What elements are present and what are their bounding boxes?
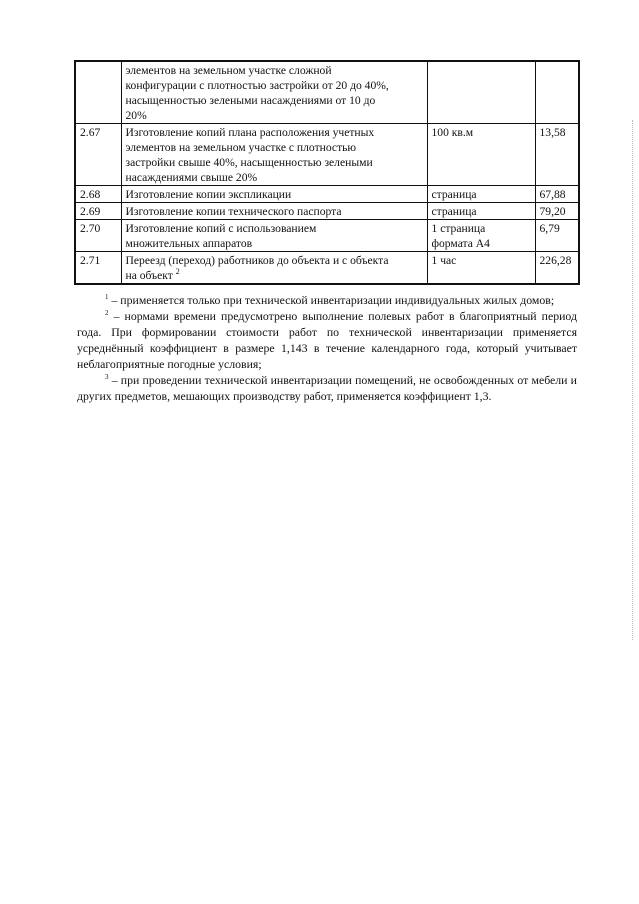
description-line <box>126 268 423 283</box>
item-unit <box>427 61 535 124</box>
description-line <box>126 108 423 123</box>
item-unit <box>427 220 535 252</box>
footnote-3 <box>77 372 577 404</box>
description-line <box>126 63 423 78</box>
table-row <box>75 186 579 203</box>
description-text: элементов на земельном участке сложной <box>125 64 332 77</box>
item-number: 2.67 <box>75 124 121 186</box>
footnote-text: – нормами времени предусмотрено выполнение полевых работ в благоприятный период года. При формировании стоимости работ по технической инвентаризации применяется усреднённый коэффициент в размере 1,143 в течение календарного года, который учитывает неблагоприятные погодные условия; <box>77 309 577 371</box>
description-line <box>126 187 423 202</box>
description-line <box>126 140 423 155</box>
item-number: 2.70 <box>75 220 121 252</box>
unit-line: формата А4 <box>431 237 490 250</box>
item-price <box>535 61 579 124</box>
unit-line: страница <box>431 188 477 201</box>
description-line <box>126 78 423 93</box>
unit-line: 100 кв.м <box>431 126 474 139</box>
item-number: 2.71 <box>75 252 121 285</box>
description-text: множительных аппаратов <box>125 237 253 250</box>
tariff-table-body <box>75 61 579 284</box>
item-price: 6,79 <box>535 220 579 252</box>
footnote-mark: 2 <box>175 267 180 277</box>
footnote-2 <box>77 308 577 372</box>
item-unit <box>427 186 535 203</box>
footnotes <box>77 292 577 404</box>
item-description <box>121 203 427 220</box>
item-number: 2.68 <box>75 186 121 203</box>
item-unit <box>427 124 535 186</box>
description-text: насыщенностью зелеными насаждениями от 10 до <box>125 94 376 107</box>
table-row <box>75 61 579 124</box>
description-text: конфигурации с плотностью застройки от 20 до 40%, <box>125 79 389 92</box>
item-description <box>121 252 427 285</box>
description-text: Изготовление копий плана расположения учетных <box>125 126 375 139</box>
description-line <box>126 236 423 251</box>
description-line <box>126 221 423 236</box>
description-text: на объект <box>125 269 173 282</box>
description-line <box>126 155 423 170</box>
footnote-mark: 3 <box>105 373 109 382</box>
description-text: 20% <box>125 109 147 122</box>
scan-edge-dots <box>631 120 633 640</box>
description-text: насаждениями свыше 20% <box>125 171 258 184</box>
item-description <box>121 186 427 203</box>
table-row <box>75 252 579 285</box>
footnote-mark: 1 <box>105 293 109 302</box>
description-line <box>126 253 423 268</box>
description-line <box>126 204 423 219</box>
table-row <box>75 203 579 220</box>
description-text: Изготовление копии технического паспорта <box>125 205 342 218</box>
table-row <box>75 220 579 252</box>
description-text: элементов на земельном участке с плотностью <box>125 141 357 154</box>
unit-line: 1 страница <box>431 222 486 235</box>
description-text: застройки свыше 40%, насыщенностью зелеными <box>125 156 373 169</box>
item-price: 79,20 <box>535 203 579 220</box>
item-description <box>121 61 427 124</box>
item-number <box>75 61 121 124</box>
item-number: 2.69 <box>75 203 121 220</box>
unit-line: страница <box>431 205 477 218</box>
description-text: Изготовление копии экспликации <box>125 188 292 201</box>
table-row <box>75 124 579 186</box>
item-price: 67,88 <box>535 186 579 203</box>
item-price: 13,58 <box>535 124 579 186</box>
item-price: 226,28 <box>535 252 579 285</box>
item-description <box>121 220 427 252</box>
footnote-text: – применяется только при технической инвентаризации индивидуальных жилых домов; <box>108 293 555 307</box>
description-text: Изготовление копий с использованием <box>125 222 317 235</box>
footnote-text: – при проведении технической инвентаризации помещений, не освобожденных от мебели и других предметов, мешающих производству работ, применяется коэффициент 1,3. <box>77 373 577 403</box>
description-line <box>126 93 423 108</box>
unit-line: 1 час <box>431 254 457 267</box>
description-line <box>126 170 423 185</box>
tariff-table <box>74 60 580 285</box>
item-description <box>121 124 427 186</box>
item-unit <box>427 203 535 220</box>
footnote-1 <box>77 292 577 308</box>
description-line <box>126 125 423 140</box>
item-unit <box>427 252 535 285</box>
footnote-mark: 2 <box>105 309 109 318</box>
description-text: Переезд (переход) работников до объекта и с объекта <box>125 254 389 267</box>
